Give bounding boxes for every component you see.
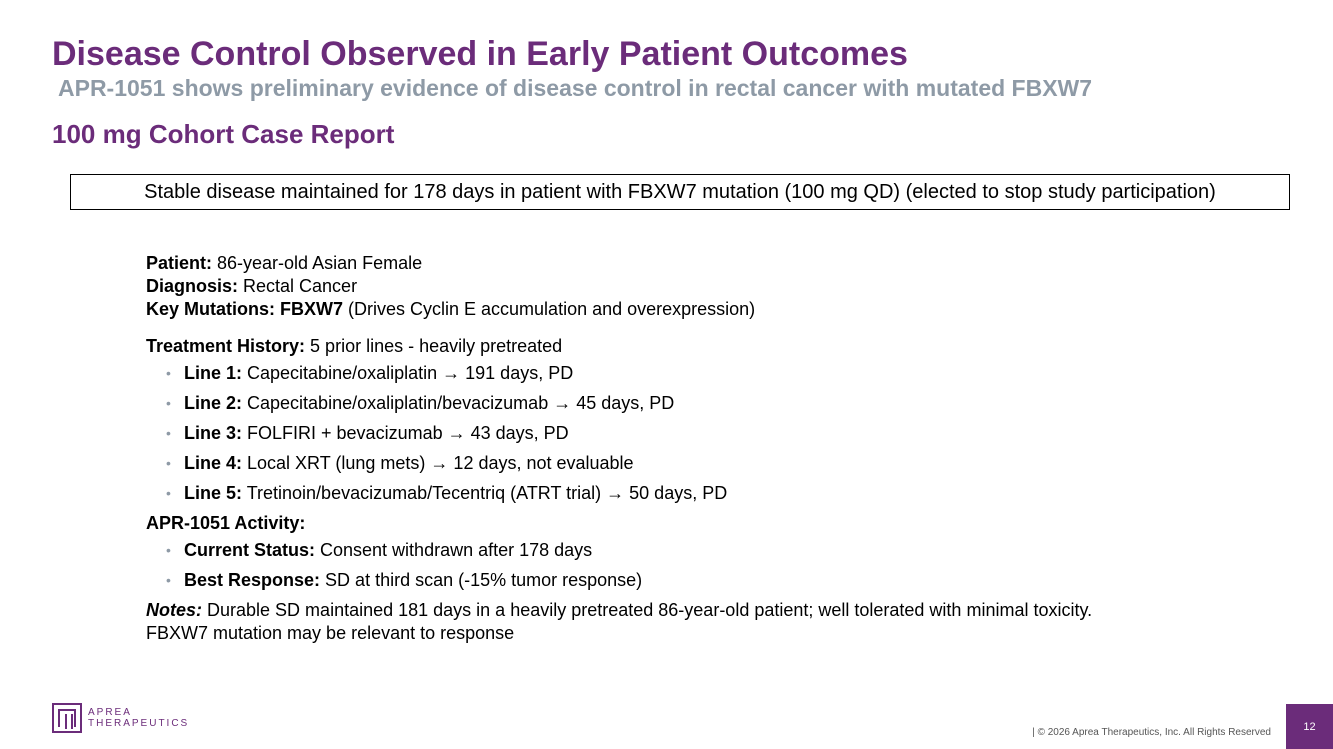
diagnosis-label: Diagnosis: [146, 276, 239, 296]
bullet-icon: • [166, 572, 171, 588]
treatment-lines-list [146, 362, 1246, 505]
section-title: 100 mg Cohort Case Report [52, 119, 395, 149]
list-item [146, 392, 1246, 415]
line-label: Line 2: [184, 393, 243, 413]
bullet-icon: • [166, 542, 171, 558]
diagnosis-value: Rectal Cancer [238, 276, 358, 296]
aprea-logo-icon [52, 703, 82, 733]
activity-item-value: Consent withdrawn after 178 days [315, 540, 593, 560]
page-number: 12 [1286, 704, 1333, 749]
treatment-history-label: Treatment History: [146, 336, 306, 356]
logo-text [88, 707, 189, 729]
bullet-icon: • [166, 425, 171, 441]
activity-item-value: SD at third scan (-15% tumor response) [320, 570, 643, 590]
treatment-history-value: 5 prior lines - heavily pretreated [305, 336, 563, 356]
mutations-line [146, 298, 1246, 321]
line-label: Line 1: [184, 363, 243, 383]
activity-heading [146, 512, 1246, 535]
bullet-icon: • [166, 365, 171, 381]
activity-item-label: Current Status: [184, 540, 316, 560]
list-item [146, 569, 1246, 592]
line-value: Local XRT (lung mets) → 12 days, not evaluable [242, 453, 634, 473]
line-label: Line 3: [184, 423, 243, 443]
treatment-history-line [146, 335, 1246, 358]
activity-label: APR-1051 Activity: [146, 513, 306, 533]
line-value: FOLFIRI + bevacizumab → 43 days, PD [242, 423, 569, 443]
patient-label: Patient: [146, 253, 213, 273]
bullet-icon: • [166, 455, 171, 471]
logo-line-1: APREA [88, 707, 132, 718]
slide-title: Disease Control Observed in Early Patient Outcomes [52, 35, 908, 73]
diagnosis-line [146, 275, 1246, 298]
line-value: Capecitabine/oxaliplatin/bevacizumab → 45 days, PD [242, 393, 675, 413]
line-value: Tretinoin/bevacizumab/Tecentriq (ATRT trial) → 50 days, PD [242, 483, 728, 503]
list-item [146, 452, 1246, 475]
aprea-logo [52, 703, 189, 733]
list-item [146, 422, 1246, 445]
logo-line-2: THERAPEUTICS [88, 718, 190, 729]
line-label: Line 4: [184, 453, 243, 473]
mutations-label: Key Mutations: FBXW7 [146, 299, 344, 319]
list-item [146, 539, 1246, 562]
line-label: Line 5: [184, 483, 243, 503]
summary-text: Stable disease maintained for 178 days in patient with FBXW7 mutation (100 mg QD) (elected to stop study participation) [144, 180, 1216, 203]
notes-block [146, 599, 1246, 645]
patient-value: 86-year-old Asian Female [212, 253, 423, 273]
activity-item-label: Best Response: [184, 570, 321, 590]
list-item [146, 482, 1246, 505]
summary-box [70, 174, 1290, 210]
bullet-icon: • [166, 485, 171, 501]
mutations-value: (Drives Cyclin E accumulation and overexpression) [343, 299, 756, 319]
slide-subtitle: APR-1051 shows preliminary evidence of disease control in rectal cancer with mutated FBXW7 [58, 75, 1093, 101]
notes-label: Notes: [146, 600, 203, 620]
notes-line-1 [146, 599, 1246, 622]
notes-text-1: Durable SD maintained 181 days in a heavily pretreated 86-year-old patient; well tolerated with minimal toxicity. [202, 600, 1093, 620]
notes-line-2: FBXW7 mutation may be relevant to response [146, 623, 515, 643]
case-report-content [146, 252, 1246, 645]
list-item [146, 362, 1246, 385]
patient-line [146, 252, 1246, 275]
copyright-text: | © 2026 Aprea Therapeutics, Inc. All Rights Reserved [1032, 727, 1271, 738]
bullet-icon: • [166, 395, 171, 411]
activity-list [146, 539, 1246, 592]
line-value: Capecitabine/oxaliplatin → 191 days, PD [242, 363, 574, 383]
